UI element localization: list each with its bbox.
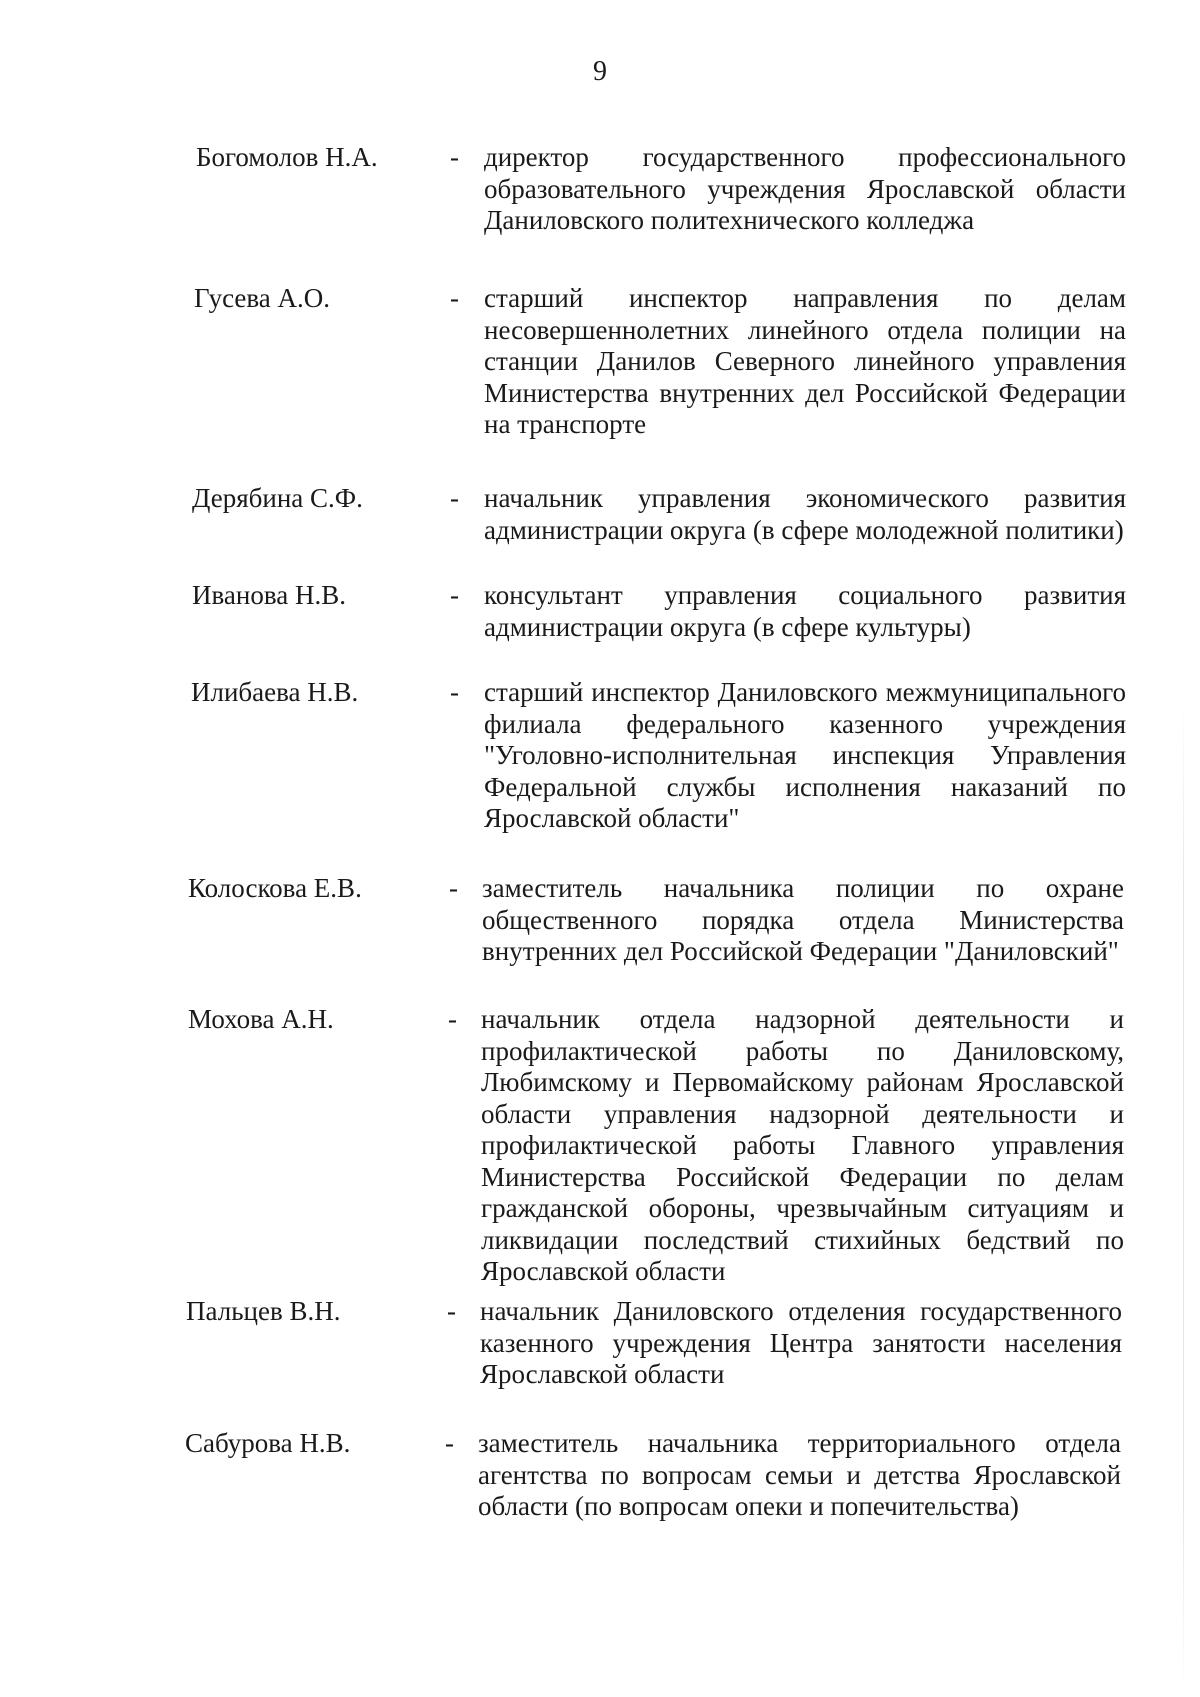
dash-separator: - bbox=[447, 1296, 456, 1326]
member-position: начальник управления экономического развития администрации округа (в сфере молодежной политики) bbox=[484, 483, 1126, 545]
member-position: консультант управления социального развития администрации округа (в сфере культуры) bbox=[484, 580, 1126, 642]
member-position: старший инспектор Даниловского межмуниципального филиала федерального казенного учреждения "Уголовно-исполнительная инспекция Управления Федеральной службы исполнения наказаний по Ярославской области" bbox=[484, 677, 1126, 833]
member-position: начальник Даниловского отделения государственного казенного учреждения Центра занятости населения Ярославской области bbox=[480, 1296, 1122, 1389]
member-name: Колоскова Е.В. bbox=[188, 873, 362, 903]
member-name: Пальцев В.Н. bbox=[186, 1296, 341, 1326]
member-name: Мохова А.Н. bbox=[188, 1004, 334, 1034]
page-number: 9 bbox=[593, 56, 607, 87]
dash-separator: - bbox=[448, 1004, 457, 1034]
member-name: Илибаева Н.В. bbox=[191, 677, 359, 707]
member-position: начальник отдела надзорной деятельности и профилактической работы по Даниловскому, Любимскому и Первомайскому районам Ярославской области управления надзорной деятельности и профилактической работы Главного управления Министерства Российской Федерации по делам гражданской обороны, чрезвычайным ситуациям и ликвидации последствий стихийных бедствий по Ярославской области bbox=[481, 1004, 1124, 1286]
scan-edge-line bbox=[1183, 700, 1184, 1697]
member-position: заместитель начальника полиции по охране общественного порядка отдела Министерства внутренних дел Российской Федерации "Даниловский" bbox=[482, 873, 1124, 966]
dash-separator: - bbox=[450, 580, 459, 610]
member-name: Гусева А.О. bbox=[194, 283, 331, 313]
dash-separator: - bbox=[450, 483, 459, 513]
member-position: старший инспектор направления по делам несовершеннолетних линейного отдела полиции на станции Данилов Северного линейного управления Министерства внутренних дел Российской Федерации на транспорте bbox=[484, 283, 1126, 439]
dash-separator: - bbox=[449, 873, 458, 903]
dash-separator: - bbox=[450, 283, 459, 313]
dash-separator: - bbox=[450, 142, 459, 172]
member-name: Дерябина С.Ф. bbox=[192, 483, 363, 513]
member-position: заместитель начальника территориального отдела агентства по вопросам семьи и детства Ярославской области (по вопросам опеки и попечительства) bbox=[478, 1428, 1121, 1521]
dash-separator: - bbox=[450, 677, 459, 707]
member-name: Сабурова Н.В. bbox=[185, 1428, 351, 1458]
member-name: Богомолов Н.А. bbox=[196, 142, 378, 172]
member-name: Иванова Н.В. bbox=[192, 580, 346, 610]
dash-separator: - bbox=[445, 1428, 454, 1458]
member-position: директор государственного профессионального образовательного учреждения Ярославской области Даниловского политехнического колледжа bbox=[484, 142, 1126, 235]
